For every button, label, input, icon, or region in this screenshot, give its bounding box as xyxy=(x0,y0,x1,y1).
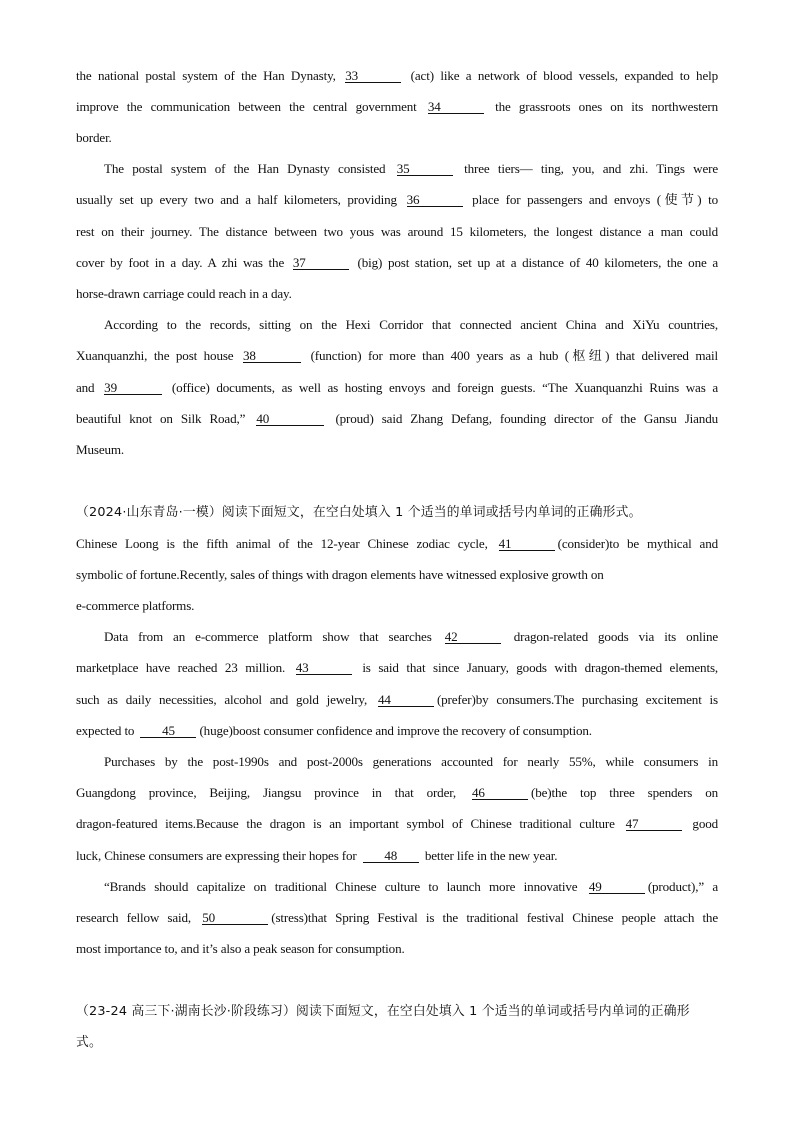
passage-line: “Brands should capitalize on traditional Chinese culture to launch more innovative 49 (product),” a xyxy=(104,879,718,894)
passage-line: research fellow said, 50 (stress)that Spring Festival is the traditional festival Chinese people attach the xyxy=(76,910,718,925)
answer-blank[interactable]: 44 xyxy=(378,693,434,707)
passage-line: marketplace have reached 23 million. 43 is said that since January, goods with dragon-themed elements, xyxy=(76,660,719,675)
passage-line: the national postal system of the Han Dynasty, 33 (act) like a network of blood vessels, expanded to help xyxy=(76,68,719,83)
passage-line: Xuanquanzhi, the post house 38 (function) for more than 400 years as a hub (枢纽) that delivered mail xyxy=(76,348,719,363)
answer-blank[interactable]: 42 xyxy=(445,630,501,644)
passage-line: According to the records, sitting on the Hexi Corridor that connected ancient China and XiYu countries, xyxy=(104,317,718,332)
passage-line: Purchases by the post-1990s and post-2000s generations accounted for nearly 55%, while consumers in xyxy=(104,754,718,769)
answer-blank[interactable]: 47 xyxy=(626,817,682,831)
passage-line: Data from an e-commerce platform show that searches 42 dragon-related goods via its online xyxy=(104,629,718,644)
answer-blank[interactable]: 45 xyxy=(140,724,196,738)
section-heading-continued: 式。 xyxy=(76,1035,102,1050)
passage-line: e-commerce platforms. xyxy=(76,598,195,613)
answer-blank[interactable]: 46 xyxy=(472,786,528,800)
answer-blank[interactable]: 48 xyxy=(363,849,419,863)
passage-line: expected to 45 (huge)boost consumer confidence and improve the recovery of consumption. xyxy=(76,723,592,738)
passage-line: improve the communication between the central government 34 the grassroots ones on its northwestern xyxy=(76,99,719,114)
answer-blank[interactable]: 40 xyxy=(256,412,324,426)
answer-blank[interactable]: 34 xyxy=(428,100,484,114)
answer-blank[interactable]: 38 xyxy=(243,349,301,363)
section-heading: （2024·山东青岛·一模）阅读下面短文，在空白处填入 1 个适当的单词或括号内单词的正确形式。 xyxy=(76,505,642,520)
passage-line: such as daily necessities, alcohol and gold jewelry, 44 (prefer)by consumers.The purchasing excitement is xyxy=(76,692,718,707)
passage-line: and 39 (office) documents, as well as hosting envoys and foreign guests. “The Xuanquanzhi Ruins was a xyxy=(76,380,719,395)
answer-blank[interactable]: 37 xyxy=(293,256,349,270)
answer-blank[interactable]: 39 xyxy=(104,381,162,395)
passage-line: The postal system of the Han Dynasty consisted 35 three tiers— ting, you, and zhi. Tings were xyxy=(104,161,719,176)
passage-line: symbolic of fortune.Recently, sales of things with dragon elements have witnessed explosive growth on xyxy=(76,567,604,582)
answer-blank[interactable]: 49 xyxy=(589,880,645,894)
passage-line: cover by foot in a day. A zhi was the 37 (big) post station, set up at a distance of 40 kilometers, the one a xyxy=(76,255,719,270)
answer-blank[interactable]: 50 xyxy=(202,911,268,925)
passage-line: Guangdong province, Beijing, Jiangsu province in that order, 46 (be)the top three spenders on xyxy=(76,785,719,800)
answer-blank[interactable]: 36 xyxy=(407,193,463,207)
passage-line: usually set up every two and a half kilometers, providing 36 place for passengers and envoys (使节) to xyxy=(76,192,718,207)
passage-line: rest on their journey. The distance between two yous was around 15 kilometers, the longest distance a man could xyxy=(76,224,718,239)
passage-line: Chinese Loong is the fifth animal of the 12-year Chinese zodiac cycle, 41 (consider)to be mythical and xyxy=(76,536,719,551)
passage-line: Museum. xyxy=(76,442,125,457)
answer-blank[interactable]: 41 xyxy=(499,537,555,551)
answer-blank[interactable]: 35 xyxy=(397,162,453,176)
passage-line: beautiful knot on Silk Road,” 40 (proud) said Zhang Defang, founding director of the Gansu Jiandu xyxy=(76,411,718,426)
passage-line: horse-drawn carriage could reach in a day. xyxy=(76,286,292,301)
section-heading: （23-24 高三下·湖南长沙·阶段练习）阅读下面短文，在空白处填入 1 个适当的单词或括号内单词的正确形 xyxy=(76,1004,690,1019)
passage-line: most importance to, and it’s also a peak season for consumption. xyxy=(76,941,405,956)
passage-line: dragon-featured items.Because the dragon is an important symbol of Chinese traditional culture 47 good xyxy=(76,816,719,831)
answer-blank[interactable]: 43 xyxy=(296,661,352,675)
passage-line: border. xyxy=(76,130,112,145)
answer-blank[interactable]: 33 xyxy=(345,69,401,83)
passage-line: luck, Chinese consumers are expressing their hopes for 48 better life in the new year. xyxy=(76,848,558,863)
